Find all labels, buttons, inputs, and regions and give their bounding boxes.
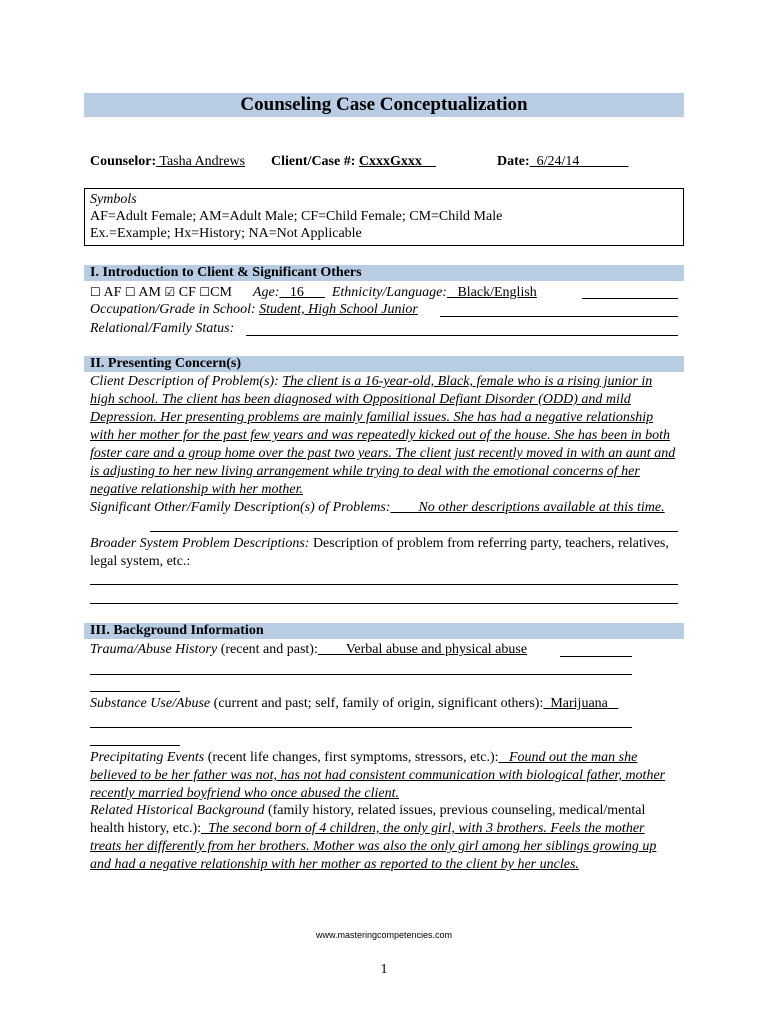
option-am: AM (138, 285, 161, 300)
trauma-row (90, 641, 527, 659)
counselor-label: Counselor: (90, 154, 157, 169)
broader-system-text: Description of problem from referring party, teachers, relatives, legal system, etc.: (90, 536, 669, 569)
counselor-field (90, 153, 245, 171)
age-label: Age: (252, 285, 280, 300)
document-title: Counseling Case Conceptualization (84, 93, 684, 117)
page-number: 1 (380, 962, 388, 977)
ethnicity-value: Black/English (457, 285, 537, 300)
checkbox-cf-checked-icon[interactable]: ☑ (164, 285, 176, 299)
related-history (90, 802, 676, 874)
date-label: Date: (497, 154, 530, 169)
section-3-heading: III. Background Information (84, 623, 684, 639)
substance-value: Marijuana (550, 696, 608, 711)
occupation-label: Occupation/Grade in School: (90, 302, 256, 317)
significant-other-description (90, 499, 680, 517)
related-history-label: Related Historical Background (90, 803, 265, 818)
client-description-value: The client is a 16-year-old, Black, female who is a rising junior in high school. The client has been diagnosed with Oppositional Defiant Disorder (ODD) and mild Depression. Her presenting problems are mainly familial issues. She has had a negative relationship with her mother for the past few years and was repeatedly kicked out of the house. She has been in both foster care and a group home over the past two years. The client just recently moved in with an aunt and is adjusting to her new living arrangement while trying to deal with the emotional concerns of her negative relationship with her mother. (90, 374, 676, 497)
client-description-label: Client Description of Problem(s): (90, 374, 279, 389)
occupation-row (90, 301, 418, 319)
checkbox-af-icon[interactable]: ☐ (90, 285, 101, 299)
precipitating-value: Found out the man she believed to be her father was not, has not had consistent communication with biological father, mother recently married boyfriend who once abused the client. (90, 750, 666, 801)
option-cm: CM (210, 285, 232, 300)
checkbox-cm-icon[interactable]: ☐ (199, 285, 211, 299)
occupation-value: Student, High School Junior (259, 302, 418, 317)
counselor-value: Tasha Andrews (156, 154, 246, 169)
precipitating-events (90, 749, 676, 803)
gender-options-row (90, 283, 537, 302)
client-case-label: Client/Case #: (271, 154, 356, 169)
trauma-hint: (recent and past): (220, 642, 318, 657)
date-value: 6/24/14 (536, 154, 580, 169)
related-history-value: The second born of 4 children, the only girl, with 3 brothers. Feels the mother treats her differently from her brothers. Mother was also the only girl among her siblings growing up and had a negative relationship with her mother as reported to the client by her uncles. (90, 821, 657, 872)
symbols-title: Symbols (90, 192, 137, 207)
trauma-value: Verbal abuse and physical abuse (345, 642, 528, 657)
precipitating-label: Precipitating Events (90, 750, 205, 765)
relational-label: Relational/Family Status: (90, 321, 235, 336)
symbols-box (84, 188, 684, 246)
age-value: 16 (289, 285, 304, 300)
option-cf: CF (178, 285, 196, 300)
precipitating-hint: (recent life changes, first symptoms, stressors, etc.): (207, 750, 499, 765)
broader-system-description (90, 535, 680, 571)
checkbox-am-icon[interactable]: ☐ (124, 285, 136, 299)
symbols-line-1: AF=Adult Female; AM=Adult Male; CF=Child Female; CM=Child Male (90, 209, 503, 224)
substance-hint: (current and past; self, family of origin, significant others): (213, 696, 544, 711)
broader-system-label: Broader System Problem Descriptions: (90, 536, 310, 551)
substance-label: Substance Use/Abuse (90, 696, 211, 711)
ethnicity-label: Ethnicity/Language: (331, 285, 447, 300)
client-case-value: CxxxGxxx (358, 154, 422, 169)
symbols-line-2: Ex.=Example; Hx=History; NA=Not Applicable (90, 226, 362, 241)
section-1-heading: I. Introduction to Client & Significant Others (84, 265, 684, 281)
significant-other-label: Significant Other/Family Description(s) of Problems: (90, 500, 391, 515)
trauma-label: Trauma/Abuse History (90, 642, 218, 657)
substance-row (90, 695, 618, 713)
option-af: AF (103, 285, 122, 300)
related-history-hint: (family history, related issues, previous counseling, medical/mental health history, etc.): (90, 803, 646, 836)
client-description (90, 373, 680, 499)
section-2-heading: II. Presenting Concern(s) (84, 356, 684, 372)
client-case-field (271, 153, 436, 171)
date-field (497, 153, 628, 171)
relational-row (90, 320, 234, 338)
footer-website: www.masteringcompetencies.com (315, 930, 453, 940)
significant-other-value: No other descriptions available at this time. (418, 500, 665, 515)
